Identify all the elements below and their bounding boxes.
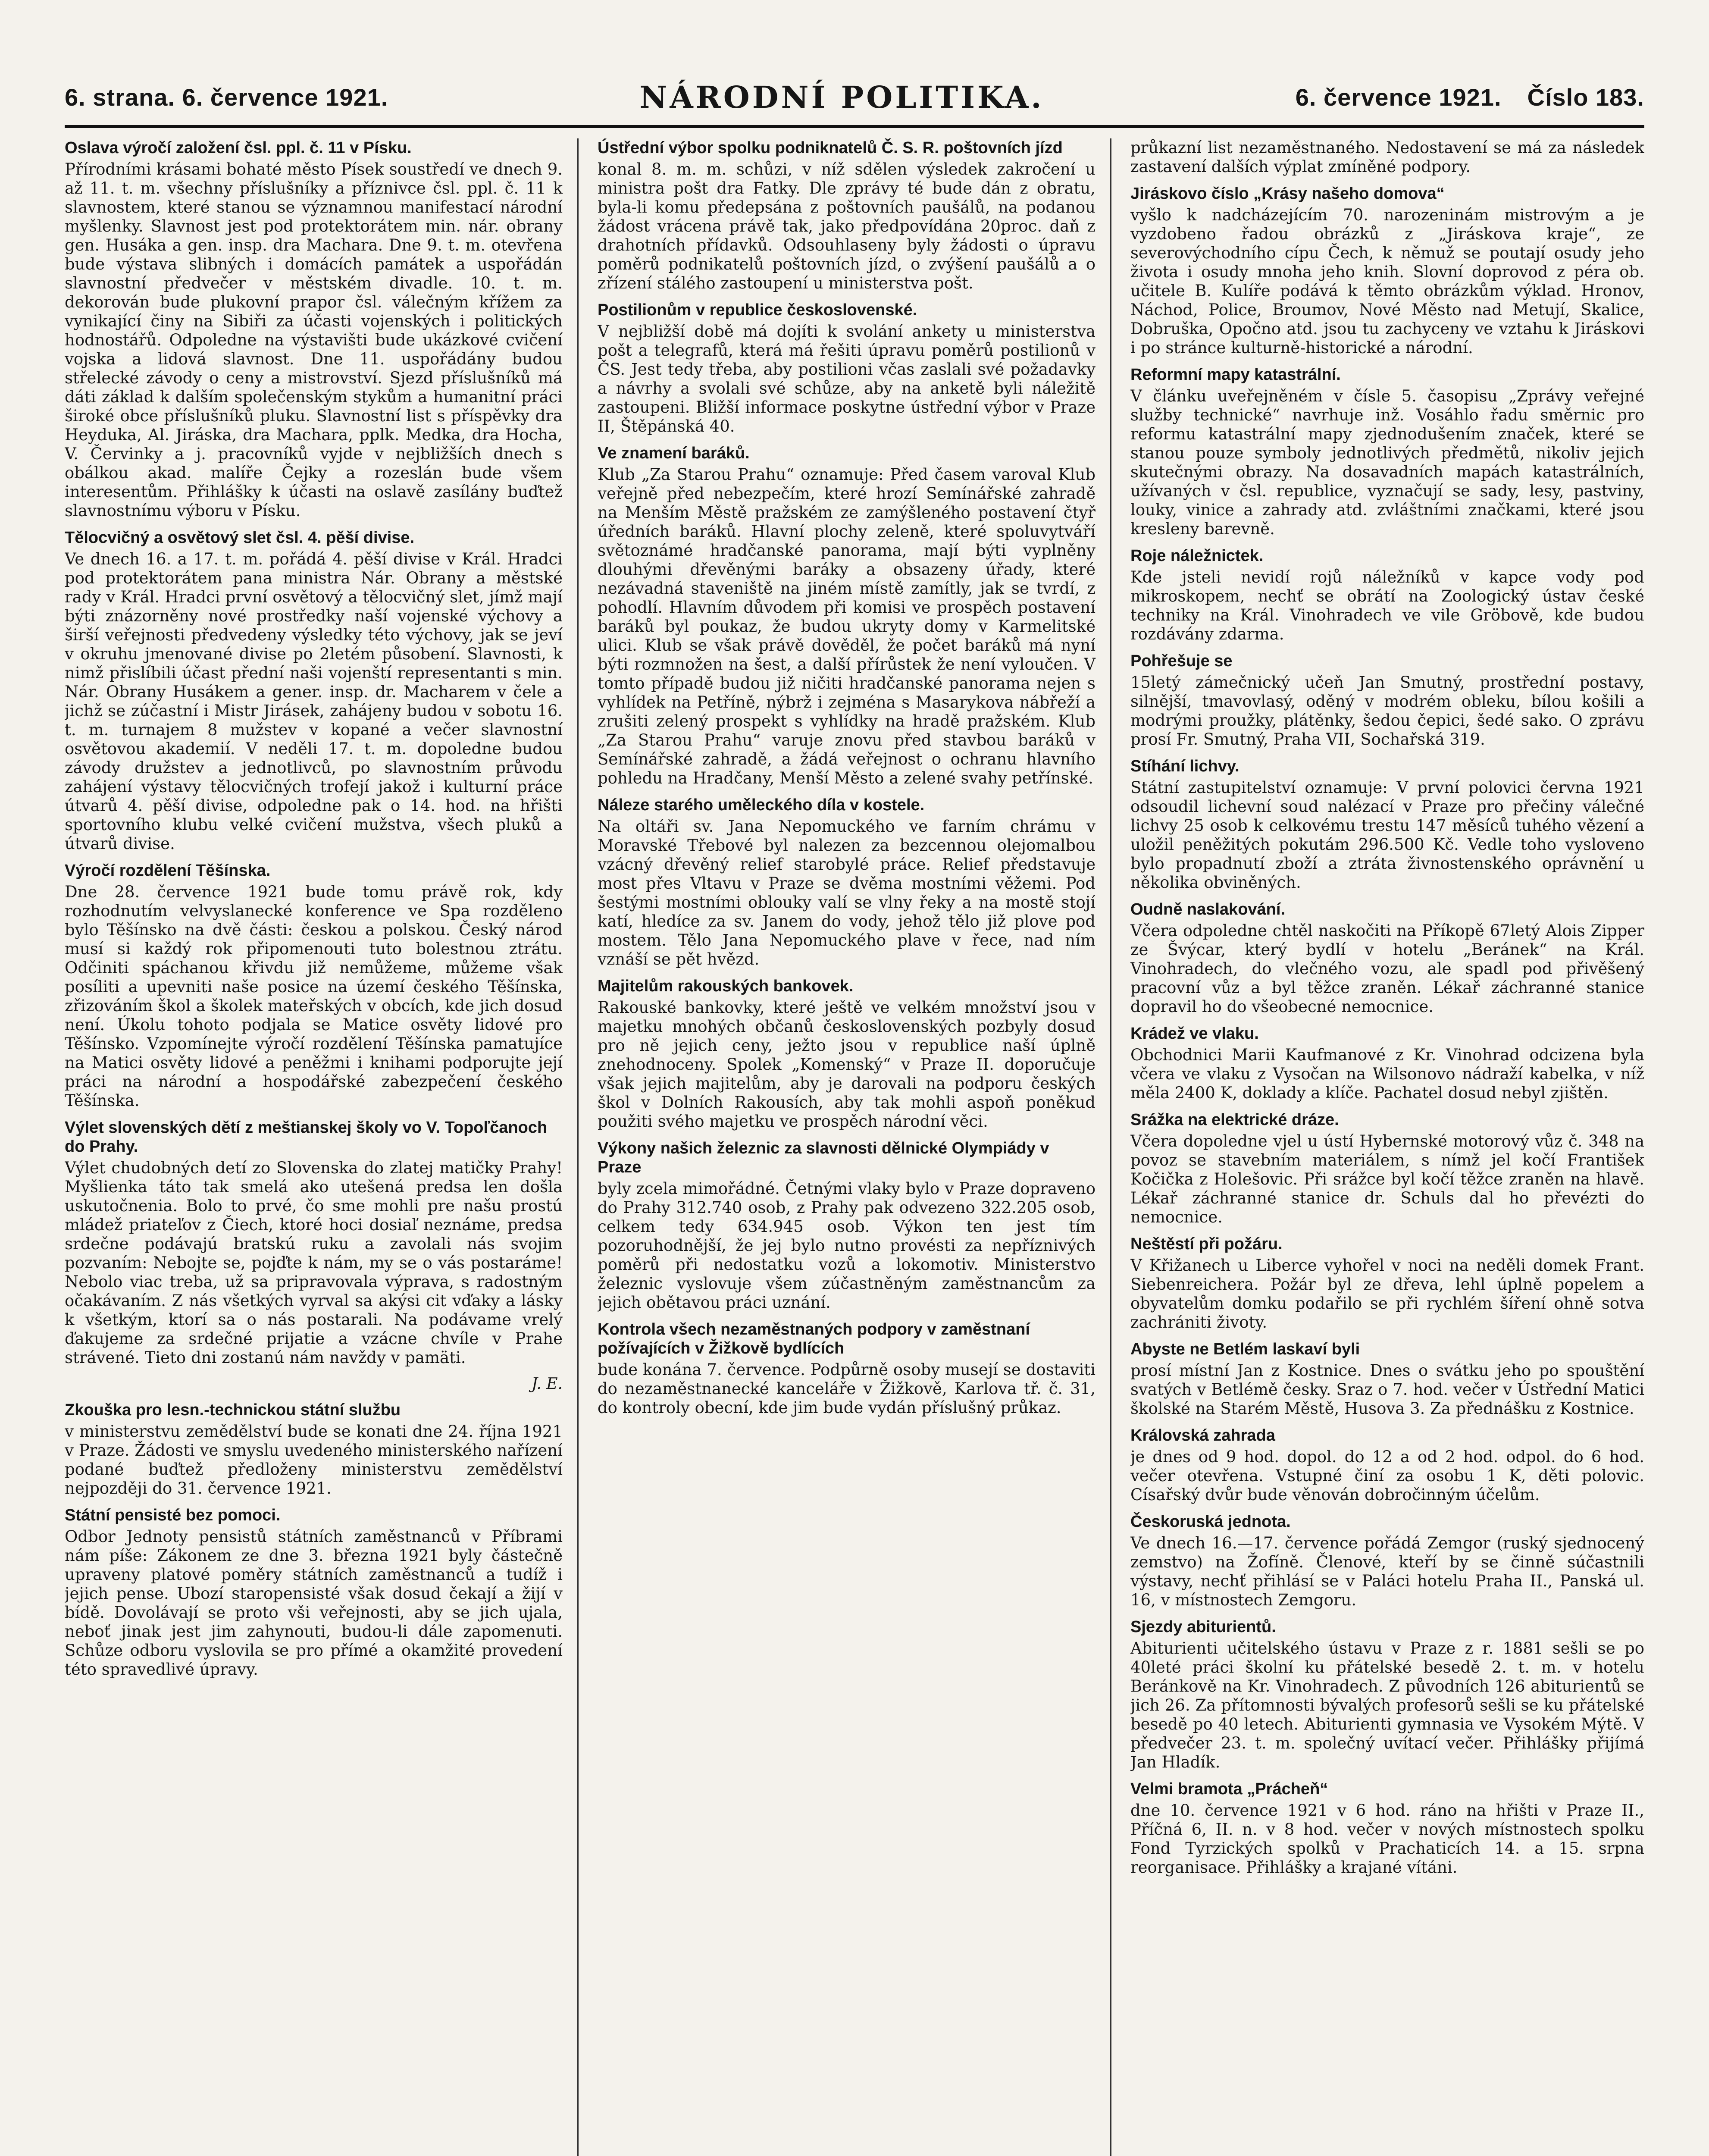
article: [1130, 1512, 1644, 1610]
article: [598, 1139, 1096, 1312]
article: [65, 1118, 563, 1367]
article-body: Abiturienti učitelského ústavu v Praze z r. 1881 sešli se po 40leté práci školní ku přátelské besedě 2. t. m. v hotelu Beránkově na Kr. Vinohradech. Z původních 126 abiturientů se jich 26. Za přítomnosti bývalých profesorů sešli se ku přátelské besedě po 40 letech. Abiturienti gymnasia ve Vysokém Mýtě. V předvečer 23. t. m. společný uvítací večer. Přihlášky přijímá Jan Hladík.: [1130, 1639, 1644, 1771]
article-headline: Ústřední výbor spolku podniknatelů Č. S. R. poštovních jízd: [598, 139, 1063, 157]
article-body: prosí místní Jan z Kostnice. Dnes o svátku jeho po spouštění svatých v Betlémě česky. Sraz o 7. hod. večer v Ústřední Matici školské na Starém Městě, Husova 3. Za přednášku z Kostnice.: [1130, 1361, 1644, 1418]
article-headline: Neštěstí při požáru.: [1130, 1235, 1283, 1253]
article-headline: Pohřešuje se: [1130, 652, 1233, 670]
article-body: Přírodními krásami bohaté město Písek soustředí ve dnech 9. až 11. t. m. všechny příslušníky a příznivce čsl. ppl. č. 11 k slavnostem, které stanou se významnou manifestací národní myšlenky. Slavnost jest pod protektorátem min. nár. obrany gen. Husáka a gen. insp. dra Machara. Dne 9. t. m. otevřena bude výstava slibných i domácích památek a uspořádán slavnostní předvečer v městském divadle. 10. t. m. dekorován bude plukovní prapor čsl. válečným křížem za vynikající činy na Sibiři za účasti vojenských i politických hodnostářů. Odpoledne na výstavišti bude ukázkové cvičení vojska a lidová slavnost. Dne 11. uspořádány budou střelecké závody o ceny a mistrovství. Sjezd příslušníků má dáti základ k dalším společenským stykům a humanitní práci široké obce příslušníků pluku. Slavnostní list s příspěvky dra Heyduka, Al. Jiráska, dra Machara, pplk. Medka, dra Hocha, V. Červinky a j. pracovníků vyjde v nejbližších dnech s obálkou akad. malíře Čejky a rozeslán bude všem interesentům. Přihlášky k účasti na oslavě zasílány buďtež slavnostnímu výboru v Písku.: [65, 160, 563, 520]
article-body: Ve dnech 16.—17. července pořádá Zemgor (ruský sjednocený zemstvo) na Žofíně. Členové, kteří by se činně súčastnili výstavy, nechť přihlásí se v Paláci hotelu Praha II., Panská ul. 16, v místnostech Zemgoru.: [1130, 1534, 1644, 1609]
article: [1130, 1235, 1644, 1332]
article-headline: Výlet slovenských dětí z meštianskej školy vo V. Topoľčanoch do Prahy.: [65, 1119, 548, 1156]
article: [598, 301, 1096, 436]
article-headline: Státní pensisté bez pomoci.: [65, 1506, 281, 1524]
article: [1130, 1426, 1644, 1504]
article-headline: Výkony našich železnic za slavnosti dělnické Olympiády v Praze: [598, 1139, 1049, 1176]
article-headline: Postilionům v republice československé.: [598, 301, 917, 319]
article: [1130, 1110, 1644, 1227]
article-body: Klub „Za Starou Prahu“ oznamuje: Před časem varoval Klub veřejně před nebezpečím, které hrozí Semínářské zahradě na Menším Městě pražském ze zamýšleného postavení čtyř úředních baráků. Hlavní plochy zeleně, které spoluvytváří světoznámé hradčanské panorama, mají býti vyplněny dlouhými dřevěnými baráky a obsazeny úřady, které nezávadná staveniště na jiném místě zamítly, jak se tvrdí, z pohodlí. Hlavním důvodem při komisi ve prospěch postavení baráků byl poukaz, že budou ukryty domy v Karmelitské ulici. Klub se však právě dověděl, že počet baráků má nyní býti rozmnožen na šest, a další přírůstek že není vyloučen. V tomto případě budou již ničiti hradčanské panorama nejen s vyhlídek na Petříně, nýbrž i zejména s Masarykova nábřeží a zrušiti zelený prospekt s vyhlídky na hradě pražském. Klub „Za Starou Prahu“ varuje znovu před stavbou baráků v Semínářské zahradě, a žádá veřejnost o ochranu hlavního pohledu na Hradčany, Menší Město a zelené svahy petřínské.: [598, 465, 1096, 787]
article-body: dne 10. července 1921 v 6 hod. ráno na hřišti v Praze II., Příčná 6, II. n. v 8 hod. večer v nových místnostech spolku Fond Tyrzických spolků v Prachaticích 14. a 15. srpna reorganisace. Přihlášky a krajané vítáni.: [1130, 1801, 1644, 1877]
article: [1130, 1617, 1644, 1772]
article-body: Obchodnici Marii Kaufmanové z Kr. Vinohrad odcizena byla včera ve vlaku z Vysočan na Wilsonovo nádraží kabelka, v níž měla 2400 K, doklady a klíče. Pachatel dosud nebyl zjištěn.: [1130, 1046, 1644, 1102]
article-body: V Křižanech u Liberce vyhořel v noci na neděli domek Frant. Siebenreichera. Požár byl ze dřeva, lehl úplně popelem a obyvatelům domku podařilo se při rychlém šíření ohně sotva zachrániti životy.: [1130, 1256, 1644, 1332]
article-body: vyšlo k nadcházejícím 70. narozeninám mistrovým a je vyzdobeno řadou obrázků z „Jiráskova kraje“, ze severovýchodního cípu Čech, k němuž se poutají osudy jeho života i osudy mnoha jeho knih. Slovní doprovod z péra ob. učitele B. Kulíře podává k těmto obrázkům výklad. Hronov, Náchod, Police, Broumov, Nové Město nad Metují, Skalice, Dobruška, Opočno atd. jsou tu zachyceny ve vztahu k Jiráskovi i po stránce kulturně-historické a národní.: [1130, 206, 1644, 357]
article: [65, 1506, 563, 1679]
article: [1130, 900, 1644, 1016]
article-columns: [65, 138, 1644, 2156]
issue-date: 6. července 1921.: [1295, 83, 1502, 111]
article-headline: Stíhání lichvy.: [1130, 757, 1239, 775]
article-headline: Srážka na elektrické dráze.: [1130, 1111, 1339, 1129]
issue-number: Číslo 183.: [1527, 83, 1644, 111]
article-headline: Velmi bramota „Prácheň“: [1130, 1780, 1328, 1798]
article: [1130, 546, 1644, 644]
article: [1130, 1780, 1644, 1877]
article-body: je dnes od 9 hod. dopol. do 12 a od 2 hod. odpol. do 6 hod. večer otevřena. Vstupné činí za osobu 1 K, děti polovic. Císařský dvůr bude věnován dobročinným účelům.: [1130, 1448, 1644, 1504]
article-headline: Abyste ne Betlém laskaví byli: [1130, 1340, 1360, 1358]
article-headline: Výročí rozdělení Těšínska.: [65, 862, 271, 880]
article-body: Rakouské bankovky, které ještě ve velkém množství jsou v majetku mnohých občanů československých pozbyly dosud pro ně jejich ceny, ježto jsou v republice naší úplně znehodnoceny. Spolek „Komenský“ v Praze II. doporučuje však jejich majitelům, aby je darovali na podporu českých škol v Dolních Rakousích, aby tak mohli aspoň poněkud použiti svého majetku ve prospěch národní věci.: [598, 998, 1096, 1131]
article-headline: Oslava výročí založení čsl. ppl. č. 11 v Písku.: [65, 139, 412, 157]
article-body: průkazní list nezaměstnaného. Nedostavení se má za následek zastavení dalších výplat zmíněné podpory.: [1130, 138, 1644, 176]
article-body: v ministerstvu zemědělství bude se konati dne 24. října 1921 v Praze. Žádosti ve smyslu uvedeného ministerského nařízení podané buďtež předloženy ministerstvu zemědělství nejpozději do 31. července 1921.: [65, 1422, 563, 1498]
article-headline: Ve znamení baráků.: [598, 444, 750, 462]
column-2: [598, 138, 1111, 2156]
article-body: 15letý zámečnický učeň Jan Smutný, prostřední postavy, silnější, tmavovlasý, oděný v modrém obleku, bílou košili a modrými proužky, plátěnky, šedou čepici, šedé sako. O zprávu prosí Fr. Smutný, Praha VII, Sochařská 319.: [1130, 673, 1644, 749]
article-body: Včera dopoledne vjel u ústí Hybernské motorový vůz č. 348 na povoz se stavebním materiálem, s nímž jel kočí František Kočička z Holešovic. Při srážce byl kočí těžce zraněn na hlavě. Lékař záchranné stanice dr. Schuls dal ho převézti do nemocnice.: [1130, 1132, 1644, 1226]
article: [65, 861, 563, 1110]
article-headline: Krádež ve vlaku.: [1130, 1025, 1259, 1043]
article-headline: Roje náležnictek.: [1130, 547, 1264, 565]
article: [598, 977, 1096, 1131]
article-body: Ve dnech 16. a 17. t. m. pořádá 4. pěší divise v Král. Hradci pod protektorátem pana ministra Nár. Obrany a městské rady v Král. Hradci první osvětový a tělocvičný slet, jímž mají býti znázorněny nové prostředky naší vojenské výchovy a širší veřejnosti předvedeny výsledky této výchovy, jak se jeví v okruhu jmenované divise po 2letém působení. Slavnosti, k nimž přislíbili účast přední naši vojenští representanti s min. Nár. Obrany Husákem a gener. insp. dr. Macharem v čele a jichž se zúčastní i Mistr Jirásek, zahájeny budou v sobotu 16. t. m. turnajem 8 mužstev v kopané a večer slavnostní osvětovou akademií. V neděli 17. t. m. dopoledne budou závody družstev a jednotlivců, po slavnostním průvodu zahájení výstavy tělocvičných trofejí jakož i kulturní práce útvarů 4. pěší divise, odpoledne pak o 14. hod. na hřišti sportovního klubu velké cvičení mužstva, všech pluků a útvarů divise.: [65, 550, 563, 853]
article-body: V článku uveřejněném v čísle 5. časopisu „Zprávy veřejné služby technické“ navrhuje inž. Vosáhlo řadu směrnic pro reformu katastrální mapy zjednodušením značek, které se stanou pouze symboly jednotlivých předmětů, nikoliv jejich skutečnými obrazy. Na dosavadních mapách katastrálních, užívaných v čsl. republice, vyznačují se sady, lesy, pastviny, louky, vinice a zahrady atd. zvláštními značkami, které jsou kresleny barevně.: [1130, 387, 1644, 538]
column-3: [1130, 138, 1644, 2156]
article-headline: Královská zahrada: [1130, 1426, 1275, 1445]
article-headline: Náleze starého uměleckého díla v kostele.: [598, 796, 925, 814]
article-headline: Kontrola všech nezaměstnaných podpory v zaměstnaní požívajících v Žižkově bydlících: [598, 1320, 1030, 1357]
article: [598, 796, 1096, 969]
article: [1130, 1340, 1644, 1418]
article-headline: Českoruská jednota.: [1130, 1513, 1291, 1531]
article-headline: Jiráskovo číslo „Krásy našeho domova“: [1130, 185, 1445, 203]
article: [1130, 652, 1644, 749]
article-body: Státní zastupitelství oznamuje: V první polovici června 1921 odsoudil lichevní soud nalézací v Praze pro přečiny válečné lichvy 25 osob k celkovému trestu 147 měsíců tuhého vězení a uložil peněžitých pokutám 296.500 Kč. Vedle toho vysloveno bylo propadnutí zboží a ztráta živnostenského oprávnění u několika obviněných.: [1130, 778, 1644, 892]
article: [65, 528, 563, 853]
article-body: Výlet chudobných detí zo Slovenska do zlatej matičky Prahy! Myšlienka táto tak smelá ako utešená predsa len došla uskutočnenia. Bolo to prvé, čo sme mohli pre našu prostú mládež priateľov z Čiech, ktoré hoci dosiaľ neznáme, predsa srdečne podávajú bratskú ruku a zavolali nás svojim pozvaním: Nebojte se, pojďte k nám, my se o vás postaráme! Nebolo viac treba, už sa pripravovala výprava, s radostným očakávaním. Z nás všetkých vyrval sa akýsi cit vďaky a lásky k všetkým, ktorí sa o nás postarali. Na podávame vrelý ďakujeme za srdečné prijatie a vzácne chvíle v Prahe strávené. Tieto dni zostanú nám navždy v pamäti.: [65, 1159, 563, 1367]
page-number-date: 6. strana. 6. července 1921.: [65, 83, 388, 111]
article-body: Odbor Jednoty pensistů státních zaměstnanců v Příbrami nám píše: Zákonem ze dne 3. března 1921 byly částečně upraveny platové poměry státních zaměstnanců a tudíž i jejich pense. Ubozí staropensisté však dosud čekají a žijí v bídě. Dovolávají se proto vši veřejnosti, aby se jich ujala, neboť jinak jest jim zahynouti, budou-li dále zapomenuti. Schůze odboru vyslovila se pro přímé a okamžité provedení této spravedlivé úpravy.: [65, 1527, 563, 1679]
article: [65, 1401, 563, 1498]
article: [598, 444, 1096, 788]
article-signature: J. E.: [531, 1375, 563, 1393]
article-body: V nejbližší době má dojíti k svolání ankety u ministerstva pošt a telegrafů, která má řešiti úpravu poměrů postilionů v ČS. Jest tedy třeba, aby postilioni včas zaslali své požadavky a návrhy a svolali své schůze, aby na anketě byli náležitě zastoupeni. Bližší informace poskytne ústřední výbor v Praze II, Štěpánská 40.: [598, 322, 1096, 436]
article: [598, 138, 1096, 293]
column-1: [65, 138, 579, 2156]
masthead: [65, 69, 1644, 128]
article-headline: Zkouška pro lesn.-technickou státní službu: [65, 1401, 401, 1419]
article: [1130, 138, 1644, 176]
article: [65, 1375, 563, 1393]
article: [65, 138, 563, 520]
article: [1130, 184, 1644, 357]
article-headline: Sjezdy abiturientů.: [1130, 1618, 1276, 1636]
article-headline: Oudně naslakování.: [1130, 900, 1285, 918]
masthead-right: [1296, 83, 1644, 111]
article: [1130, 365, 1644, 539]
newspaper-title: NÁRODNÍ POLITIKA.: [639, 79, 1044, 115]
article-body: Včera odpoledne chtěl naskočiti na Příkopě 67letý Alois Zipper ze Švýcar, který bydlí v hotelu „Beránek“ na Král. Vinohradech, do vlečného vozu, ale spadl pod přivěšený pracovní vůz a byl těžce zraněn. Lékař záchranné stanice dopravil ho do všeobecné nemocnice.: [1130, 921, 1644, 1016]
article: [1130, 1024, 1644, 1103]
article-body: Na oltáři sv. Jana Nepomuckého ve farním chrámu v Moravské Třebové byl nalezen za bezcennou olejomalbou vzácný dřevěný relief starobylé práce. Relief představuje most přes Vltavu v Praze se dvěma mostními věžemi. Pod šestými mostními oblouky valí se vlny řeky a na mostě stojí katí, hledíce za sv. Janem do vody, jehož tělo již plove pod mostem. Tělo Jana Nepomuckého plave v řece, nad ním vznáší se pět hvězd.: [598, 817, 1096, 968]
article-body: Kde jsteli nevidí rojů náležníků v kapce vody pod mikroskopem, nechť se obrátí na Zoologický ústav české techniky na Král. Vinohradech ve vile Gröbově, kde budou rozdávány zdarma.: [1130, 568, 1644, 643]
article: [1130, 757, 1644, 892]
article-headline: Reformní mapy katastrální.: [1130, 366, 1341, 384]
article-headline: Majitelům rakouských bankovek.: [598, 977, 854, 995]
article-body: byly zcela mimořádné. Četnými vlaky bylo v Praze dopraveno do Prahy 312.740 osob, z Prahy pak odvezeno 322.205 osob, celkem tedy 634.945 osob. Výkon ten jest tím pozoruhodnější, že jej bylo nutno provésti za nepříznivých poměrů při nedostatku vozů a lokomotiv. Ministerstvo železnic vyslovuje všem zúčastněným zaměstnancům za jejich obětavou práci uznání.: [598, 1179, 1096, 1312]
article-headline: Tělocvičný a osvětový slet čsl. 4. pěší divise.: [65, 529, 415, 547]
article-body: bude konána 7. července. Podpůrně osoby musejí se dostaviti do nezaměstnanecké kanceláře v Žižkově, Karlova tř. č. 31, do kontroly obecní, kde jim bude vydán příslušný průkaz.: [598, 1360, 1096, 1417]
article: [598, 1320, 1096, 1417]
article-body: konal 8. m. m. schůzi, v níž sdělen výsledek zakročení u ministra pošt dra Fatky. Dle zprávy té bude dán z obratu, byla-li komu předepsána z poštovních paušálů, na podanou žádost vrácena právě tak, jako předpovídána 20proc. daň z drahotních přídavků. Odsouhlaseny byly žádosti o úpravu poměrů podnikatelů poštovních jízd, o zvýšení paušálů a o zřízení stálého zastoupení u ministerstva pošt.: [598, 160, 1096, 292]
article-body: Dne 28. července 1921 bude tomu právě rok, kdy rozhodnutím velvyslanecké konference ve Spa rozděleno bylo Těšínsko na dvě části: českou a polskou. Český národ musí si každý rok připomenouti tuto bolestnou ztrátu. Odčiniti spáchanou křivdu již nemůžeme, můžeme však posíliti a upevniti naše posice na území českého Těšínska, zřizováním škol a školek mateřských v obcích, kde jich dosud není. Úkolu tohoto podjala se Matice osvěty lidové pro Těšínsko. Vzpomínejte výročí rozdělení Těšínska pamatujíce na Matici osvěty lidové a peněžmi i knihami podporujte její práci na národní a hospodářské zabezpečení českého Těšínska.: [65, 883, 563, 1110]
